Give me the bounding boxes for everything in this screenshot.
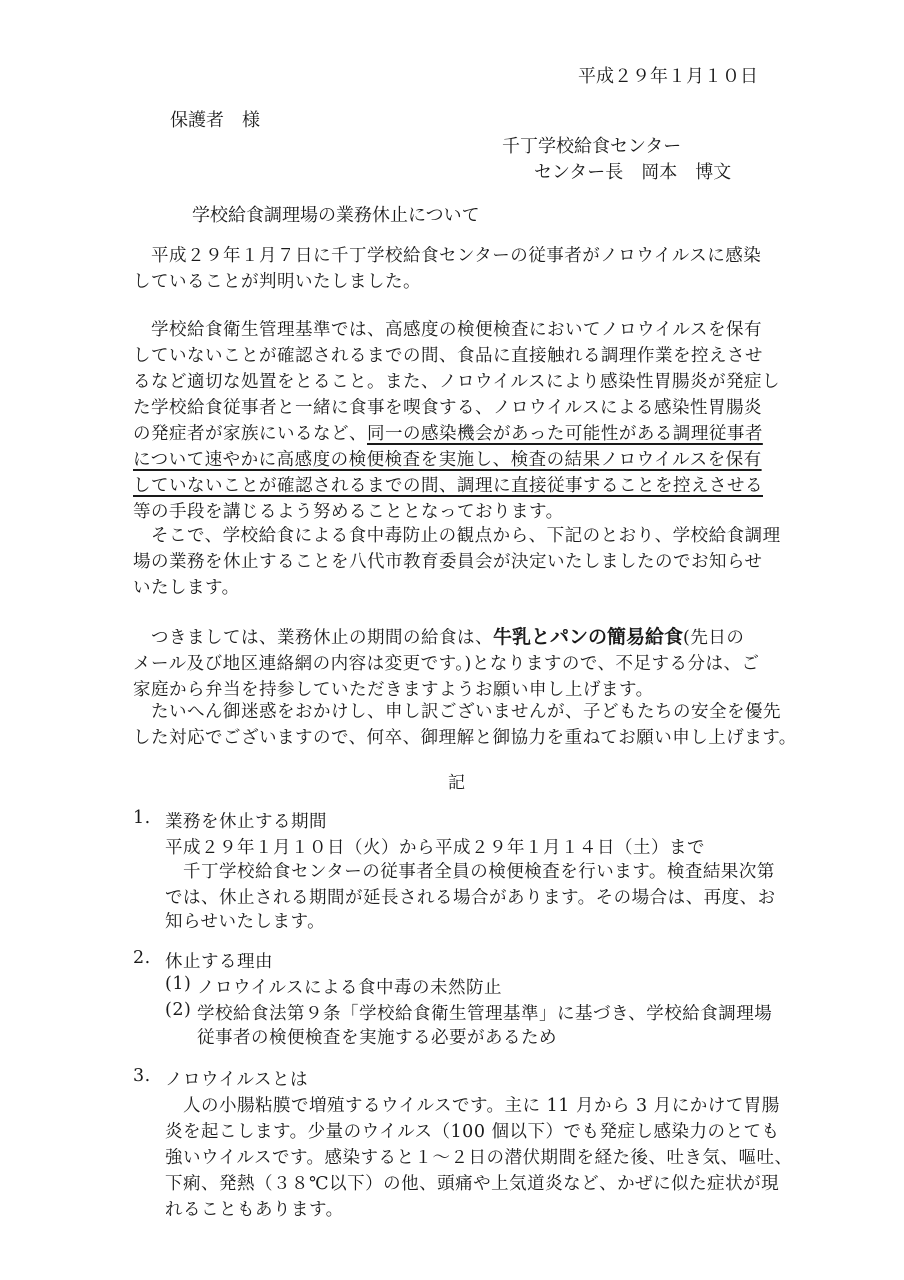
underlined-text: 同一の感染機会があった可能性がある調理従事者: [367, 424, 763, 444]
text-line: 等の手段を講じるよう努めることとなっております。: [133, 502, 564, 522]
section-heading: ノロウイルスとは: [165, 1070, 308, 1090]
ki-marker: 記: [448, 773, 465, 793]
section-number: 1.: [133, 808, 151, 828]
list-item: ノロウイルスによる食中毒の未然防止: [197, 978, 502, 998]
text-line: 人の小腸粘膜で増殖するウイルスです。主に 11 月から 3 月にかけて胃腸: [165, 1096, 780, 1116]
text-line: した対応でございますので、何卒、御理解と御協力を重ねてお願い申し上げます。: [133, 728, 797, 748]
section-heading: 業務を休止する期間: [165, 812, 327, 832]
text-line: た学校給食従事者と一緒に食事を喫食する、ノロウイルスによる感染性胃腸炎: [133, 398, 762, 418]
text-line: メール及び地区連絡網の内容は変更です。)となりますので、不足する分は、ご: [133, 654, 760, 674]
text-line: 場の業務を休止することを八代市教育委員会が決定いたしましたのでお知らせ: [133, 552, 763, 572]
text-line: 強いウイルスです。感染すると１～２日の潜伏期間を経た後、吐き気、嘔吐、: [165, 1148, 793, 1168]
list-marker: (2): [165, 1000, 192, 1020]
text-line: そこで、学校給食による食中毒防止の観点から、下記のとおり、学校給食調理: [151, 526, 781, 546]
text-line: れることもあります。: [165, 1200, 344, 1220]
recipient: 保護者 様: [170, 110, 260, 131]
section-heading: 休止する理由: [165, 952, 273, 972]
text-line: していないことが確認されるまでの間、食品に直接触れる調理作業を控えさせ: [133, 346, 763, 366]
sender-name: センター長 岡本 博文: [534, 162, 732, 183]
document-date: 平成２９年１月１０日: [578, 66, 758, 87]
bold-highlight: 牛乳とパンの簡易給食: [493, 626, 684, 648]
list-item: 学校給食法第９条「学校給食衛生管理基準」に基づき、学校給食調理場: [197, 1004, 773, 1024]
section-number: 3.: [133, 1066, 151, 1086]
list-item: 従事者の検便検査を実施する必要があるため: [197, 1028, 557, 1048]
text-line: [151, 622, 744, 649]
list-marker: (1): [165, 974, 192, 994]
text-line: いたします。: [133, 578, 240, 598]
underlined-text: していないことが確認されるまでの間、調理に直接従事することを控えさせる: [133, 476, 763, 496]
text-line: 平成２９年１月７日に千丁学校給食センターの従事者がノロウイルスに感染: [151, 246, 762, 266]
text-line: 家庭から弁当を持参していただきますようお願い申し上げます。: [133, 680, 654, 700]
text-segment: (先日の: [683, 628, 745, 648]
text-line: 下痢、発熱（３８℃以下）の他、頭痛や上気道炎など、かぜに似た症状が現: [165, 1174, 780, 1194]
text-line: 炎を起こします。少量のウイルス（100 個以下）でも発症し感染力のとても: [165, 1122, 780, 1142]
text-line: たいへん御迷惑をおかけし、申し訳ございませんが、子どもたちの安全を優先: [151, 702, 781, 722]
text-line: していることが判明いたしました。: [133, 272, 421, 292]
text-line: 学校給食衛生管理基準では、高感度の検便検査においてノロウイルスを保有: [151, 320, 762, 340]
document-title: 学校給食調理場の業務休止について: [192, 205, 480, 226]
text-line: [133, 420, 763, 445]
text-segment: の発症者が家族にいるなど、: [133, 424, 367, 444]
text-line: るなど適切な処置をとること。また、ノロウイルスにより感染性胃腸炎が発症し: [133, 372, 780, 392]
text-line: 千丁学校給食センターの従事者全員の検便検査を行います。検査結果次第: [165, 862, 775, 882]
section-number: 2.: [133, 948, 151, 968]
text-line: 知らせいたします。: [165, 912, 326, 932]
sender-organization: 千丁学校給食センター: [502, 136, 682, 157]
text-segment: つきましては、業務休止の期間の給食は、: [151, 628, 493, 648]
text-line: 平成２９年１月１０日（火）から平成２９年１月１４日（土）まで: [165, 838, 705, 858]
text-line: では、休止される期間が延長される場合があります。その場合は、再度、お: [165, 888, 776, 908]
underlined-text: について速やかに高感度の検便検査を実施し、検査の結果ノロウイルスを保有: [133, 450, 762, 470]
